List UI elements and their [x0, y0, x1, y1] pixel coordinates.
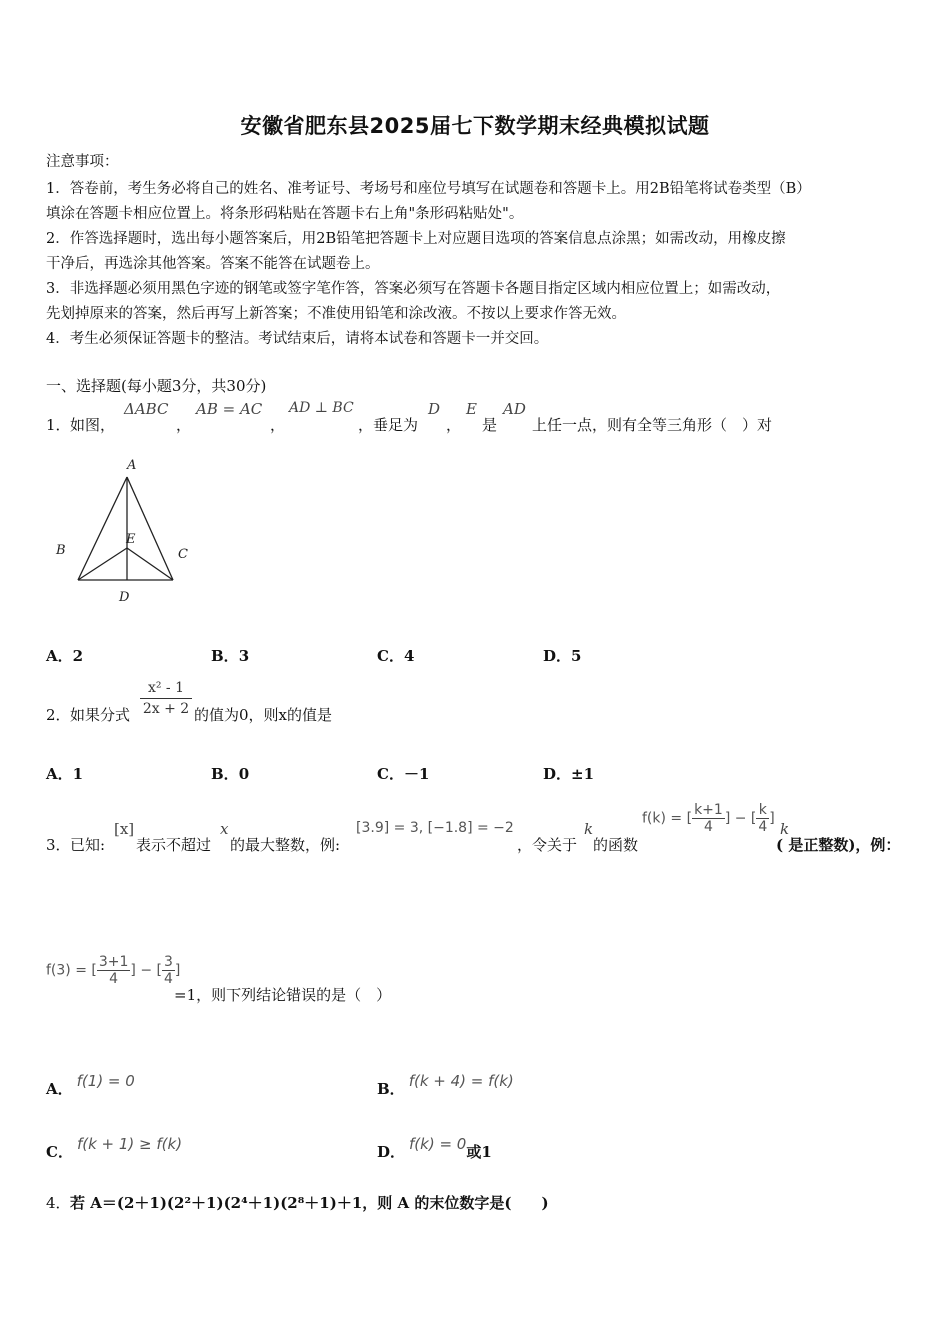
- option-label: D．: [543, 647, 572, 665]
- q1-math-triangle: ΔABC: [124, 400, 169, 418]
- q3-math-function: [642, 802, 775, 835]
- fraction-numerator: 3: [163, 954, 173, 970]
- formula-part: ] − [: [724, 810, 757, 827]
- q2-fraction: [140, 680, 192, 717]
- option-value: 3: [238, 647, 250, 665]
- formula-part: f(k) = [: [642, 810, 693, 827]
- notice-heading: 注意事项：: [46, 154, 119, 170]
- notice-line: 3．非选择题必须用黑色字迹的钢笔或签字笔作答，答案必须写在答题卡各题目指定区域内相应位置上；如需改动，: [46, 281, 781, 297]
- question-number: 2．: [46, 706, 71, 724]
- q1-text: ，: [446, 416, 462, 434]
- q2-option-c[interactable]: [377, 763, 429, 784]
- fraction-denominator: 4: [758, 819, 768, 835]
- fraction-denominator: 4: [109, 971, 119, 987]
- formula-part: f(3) = [: [46, 962, 97, 979]
- q2-text: 的值为0，则x的值是: [194, 706, 333, 724]
- q3-text: 表示不超过: [136, 836, 212, 854]
- label-d: D: [119, 590, 130, 605]
- fraction-numerator: k+1: [694, 802, 723, 818]
- fraction-numerator: x² - 1: [140, 680, 192, 699]
- option-value: f(k + 4) = f(k): [408, 1072, 514, 1090]
- option-label: D．: [543, 765, 572, 783]
- q1-option-a[interactable]: [46, 645, 83, 666]
- option-label: A．: [46, 647, 73, 665]
- q3-math-floor-x: [x]: [114, 820, 135, 838]
- page-title: 安徽省肥东县2025届七下数学期末经典模拟试题: [240, 114, 710, 138]
- q1-option-c[interactable]: [377, 645, 414, 666]
- q1-text: ，: [176, 416, 192, 434]
- notice-line: 2．作答选择题时，选出每小题答案后，用2B铅笔把答题卡上对应题目选项的答案信息点涂黑；如需改动，用橡皮擦: [46, 231, 786, 247]
- q1-math-perp: AD ⊥ BC: [289, 400, 354, 416]
- option-value: 4: [403, 647, 415, 665]
- option-label: C．: [46, 1143, 73, 1161]
- formula-part: ] − [: [130, 962, 162, 979]
- q3-math-k: k: [780, 820, 790, 838]
- q2-option-d[interactable]: [543, 763, 594, 784]
- option-value: 0: [238, 765, 250, 783]
- formula-part: ]: [174, 962, 181, 979]
- label-a: A: [127, 458, 137, 473]
- notice-line: 先划掉原来的答案，然后再写上新答案；不准使用铅笔和涂改液。不按以上要求作答无效。: [46, 306, 626, 322]
- q3-math-example: [3.9] = 3, [−1.8] = −2: [356, 820, 514, 836]
- option-value: 5: [571, 647, 582, 665]
- option-value: f(k + 1) ≥ f(k): [76, 1135, 183, 1153]
- notice-line: 1．答卷前，考生务必将自己的姓名、准考证号、考场号和座位号填写在试题卷和答题卡上。用2B铅笔将试卷类型（B）: [46, 181, 811, 197]
- q3-math-x: x: [220, 820, 229, 838]
- fraction: [97, 954, 131, 987]
- option-value: f(1) = 0: [76, 1072, 135, 1090]
- question-number: 4．: [46, 1194, 71, 1212]
- q3-math-example-f3: [46, 954, 180, 987]
- fraction: [756, 802, 769, 835]
- q1-math-ad: AD: [503, 400, 526, 418]
- q3-math-k: k: [584, 820, 594, 838]
- formula-part: ]: [769, 810, 775, 827]
- q1-text: 如图，: [70, 416, 116, 434]
- option-label: C．: [377, 647, 404, 665]
- option-value: －1: [403, 765, 430, 783]
- notice-line: 4．考生必须保证答题卡的整洁。考试结束后，请将本试卷和答题卡一并交回。: [46, 331, 549, 347]
- q3-text: ，令关于: [517, 836, 578, 854]
- q3-text: ( 是正整数)，例：: [776, 836, 901, 854]
- q3-option-d[interactable]: [377, 1135, 492, 1162]
- q1-option-b[interactable]: [211, 645, 249, 666]
- option-suffix: 或1: [466, 1143, 492, 1161]
- option-label: A．: [46, 1080, 73, 1098]
- option-value: ±1: [571, 765, 595, 783]
- label-c: C: [178, 547, 188, 562]
- q1-math-equal: AB = AC: [196, 400, 263, 418]
- q1-text: 是: [482, 416, 498, 434]
- triangle-figure: [50, 455, 200, 610]
- fraction-denominator: 4: [163, 971, 173, 987]
- question-number: 1．: [46, 416, 71, 434]
- q1-text: ，: [270, 416, 286, 434]
- label-e: E: [126, 532, 136, 547]
- fraction: [162, 954, 175, 987]
- q3-text: 的函数: [593, 836, 639, 854]
- q3-option-a[interactable]: [46, 1072, 135, 1099]
- notice-line: 填涂在答题卡相应位置上。将条形码粘贴在答题卡右上角"条形码粘贴处"。: [46, 206, 524, 222]
- option-label: B．: [211, 647, 239, 665]
- option-value: 2: [72, 647, 84, 665]
- fraction-denominator: 4: [703, 819, 713, 835]
- q1-text: 上任一点，则有全等三角形（ ）对: [532, 416, 773, 434]
- section-heading: 一、选择题(每小题3分，共30分): [46, 377, 267, 395]
- q1-option-d[interactable]: [543, 645, 581, 666]
- fraction-denominator: 2x + 2: [142, 701, 190, 717]
- option-label: B．: [211, 765, 239, 783]
- fraction-numerator: 3+1: [98, 954, 129, 970]
- fraction: [692, 802, 725, 835]
- option-value: 1: [72, 765, 84, 783]
- option-label: D．: [377, 1143, 406, 1161]
- q1-math-d: D: [428, 400, 441, 418]
- option-value: f(k) = 0: [409, 1135, 467, 1153]
- q1-math-e: E: [466, 400, 477, 418]
- q3-text: =1，则下列结论错误的是（ ）: [174, 986, 392, 1004]
- q2-option-a[interactable]: [46, 763, 83, 784]
- question-number: 3．: [46, 836, 71, 854]
- notice-line: 干净后，再选涂其他答案。答案不能答在试题卷上。: [46, 256, 380, 272]
- option-label: B．: [377, 1080, 405, 1098]
- label-b: B: [56, 543, 66, 558]
- option-label: C．: [377, 765, 404, 783]
- q4-text: 若 A＝(2＋1)(2²＋1)(2⁴＋1)(2⁸＋1)＋1，则 A 的末位数字是( ): [70, 1194, 549, 1212]
- q3-option-c[interactable]: [46, 1135, 183, 1162]
- option-label: A．: [46, 765, 73, 783]
- q3-text: 的最大整数，例:: [230, 836, 341, 854]
- q2-option-b[interactable]: [211, 763, 249, 784]
- q3-option-b[interactable]: [377, 1072, 514, 1099]
- q3-text: 已知:: [70, 836, 106, 854]
- q2-text: 如果分式: [70, 706, 131, 724]
- q1-text: ，垂足为: [358, 416, 419, 434]
- fraction-numerator: k: [756, 802, 769, 819]
